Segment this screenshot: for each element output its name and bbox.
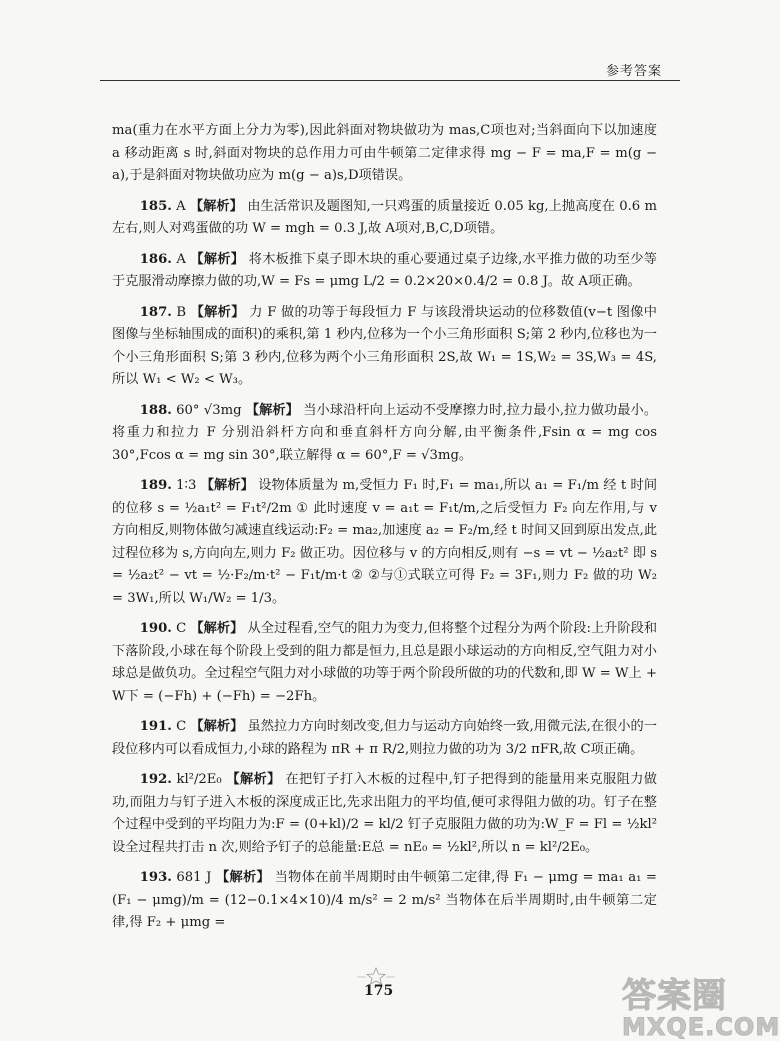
answer-190 <box>112 618 657 708</box>
answer-189 <box>112 475 657 610</box>
analysis-tag: 【解析】 <box>189 198 243 214</box>
question-number: 185. <box>139 198 172 214</box>
question-number: 187. <box>139 304 172 320</box>
analysis-tag: 【解析】 <box>226 772 281 787</box>
answer-choice: C <box>176 621 187 636</box>
question-number: 186. <box>139 251 172 267</box>
question-number: 189. <box>139 478 172 493</box>
answer-193 <box>112 867 657 935</box>
analysis-text: 将木板推下桌子即木块的重心要通过桌子边缘,水平推力做的功至少等于克服滑动摩擦力做的功,W = Fs = μmg L/2 = 0.2×20×0.4/2 = 0.8 J。故 A项正确。 <box>112 251 657 289</box>
answer-187 <box>112 302 657 392</box>
analysis-text: 从全过程看,空气的阻力为变力,但将整个过程分为两个阶段:上升阶段和下落阶段,小球在每个阶段上受到的阻力都是恒力,且总是跟小球运动的方向相反,空气阻力对小球总是做负功。全过程空气阻力对小球做的功等于两个阶段所做的功的代数和,即 W = W上 + W下 = (−Fh) + (−Fh) = −2Fh。 <box>112 621 658 704</box>
analysis-tag: 【解析】 <box>215 870 271 885</box>
analysis-text: 在把钉子打入木板的过程中,钉子把得到的能量用来克服阻力做功,而阻力与钉子进入木板的深度成正比,先求出阻力的平均值,便可求得阻力做的功。钉子在整个过程中受到的平均阻力为:F = (0+kl)/2 = kl/2 钉子克服阻力做的功为:W_F = Fl = ½kl² 设全过程共打击 n 次,则给予钉子的总能量:E总 = nE₀ = ½kl²,所以 n = kl²/2E₀。 <box>112 772 657 855</box>
question-number: 193. <box>139 870 172 885</box>
question-number: 192. <box>139 772 172 787</box>
header-rule <box>100 80 680 81</box>
answer-186 <box>112 249 657 294</box>
analysis-tag: 【解析】 <box>190 719 244 734</box>
watermark-brand: 答案圈 <box>622 976 727 1016</box>
answer-choice: A <box>176 198 186 214</box>
answer-choice: C <box>176 719 187 734</box>
answer-choice: A <box>176 251 186 267</box>
watermark-url: MXQE.COM <box>622 1013 780 1041</box>
answer-choice: kl²/2E₀ <box>176 772 222 787</box>
analysis-text: 当小球沿杆向上运动不受摩擦力时,拉力最小,拉力做功最小。将重力和拉力 F 分别沿斜杆方向和垂直斜杆方向分解,由平衡条件,Fsin α = mg cos 30°,Fcos α = mg sin 30°,联立解得 α = 60°,F = √3mg。 <box>112 402 658 463</box>
answer-choice: B <box>176 304 187 320</box>
analysis-tag: 【解析】 <box>190 251 245 267</box>
paragraph-continuation: ma(重力在水平方面上分力为零),因此斜面对物块做功为 mas,C项也对;当斜面向下以加速度 a 移动距离 s 时,斜面对物块的总作用力可由牛顿第二定律求得 mg − F = ma,F = m(g − a),于是斜面对物块做功应为 m(g − a)s,D项错误。 <box>112 123 657 183</box>
answer-185 <box>112 196 657 241</box>
answer-body <box>112 120 657 943</box>
answer-choice: 1∶3 <box>176 478 197 493</box>
answer-188 <box>112 400 657 468</box>
question-number: 190. <box>139 621 172 636</box>
analysis-text: 设物体质量为 m,受恒力 F₁ 时,F₁ = ma₁,所以 a₁ = F₁/m 经 t 时间的位移 s = ½a₁t² = F₁t²/2m ① 此时速度 v = a₁t = F₁t/m,之后受恒力 F₂ 向左作用,与 v 方向相反,则物体做匀减速直线运动:F₂ = ma₂,加速度 a₂ = F₂/m,经 t 时间又回到原出发点,此过程位移为 s,方向向左,则力 F₂ 做正功。因位移与 v 的方向相反,则有 −s = vt − ½a₂t² 即 s = ½a₂t² − vt = ½·F₂/m·t² − F₁t/m·t ② ②与①式联立可得 F₂ = 3F₁,则力 F₂ 做的功 W₂ = 3W₁,所以 W₁/W₂ = 1/3。 <box>112 478 658 606</box>
page-number: 175 <box>364 983 394 999</box>
analysis-text: 力 F 做的功等于每段恒力 F 与该段滑块运动的位移数值(v−t 图像中图像与坐标轴围成的面积)的乘积,第 1 秒内,位移为一个小三角形面积 S;第 2 秒内,位移也为一个小三角形面积 S;第 3 秒内,位移为两个小三角形面积 2S,故 W₁ = 1S,W₂ = 3S,W₃ = 4S,所以 W₁ < W₂ < W₃。 <box>112 304 657 387</box>
analysis-tag: 【解析】 <box>190 621 244 636</box>
page-header: 参考答案 <box>605 64 662 79</box>
analysis-text: 虽然拉力方向时刻改变,但力与运动方向始终一致,用微元法,在很小的一段位移内可以看成恒力,小球的路程为 πR + π R/2,则拉力做的功为 3/2 πFR,故 C项正确。 <box>112 719 657 757</box>
answer-191 <box>112 716 657 761</box>
answer-choice: 681 J <box>176 870 212 885</box>
analysis-tag: 【解析】 <box>200 478 254 493</box>
answer-192 <box>112 769 657 859</box>
question-number: 191. <box>139 719 172 734</box>
analysis-text: 由生活常识及题图知,一只鸡蛋的质量接近 0.05 kg,上抛高度在 0.6 m 左右,则人对鸡蛋做的功 W = mgh = 0.3 J,故 A项对,B,C,D项错。 <box>112 198 657 236</box>
question-number: 188. <box>139 402 172 418</box>
answer-choice: 60° √3mg <box>176 402 242 418</box>
analysis-tag: 【解析】 <box>245 402 299 418</box>
analysis-text: 当物体在前半周期时由牛顿第二定律,得 F₁ − μmg = ma₁ a₁ = (F₁ − μmg)/m = (12−0.1×4×10)/4 m/s² = 2 m/s² 当物体在后半周期时,由牛顿第二定律,得 F₂ + μmg = <box>112 870 657 930</box>
watermark-logo <box>622 968 780 1041</box>
analysis-tag: 【解析】 <box>190 304 245 320</box>
